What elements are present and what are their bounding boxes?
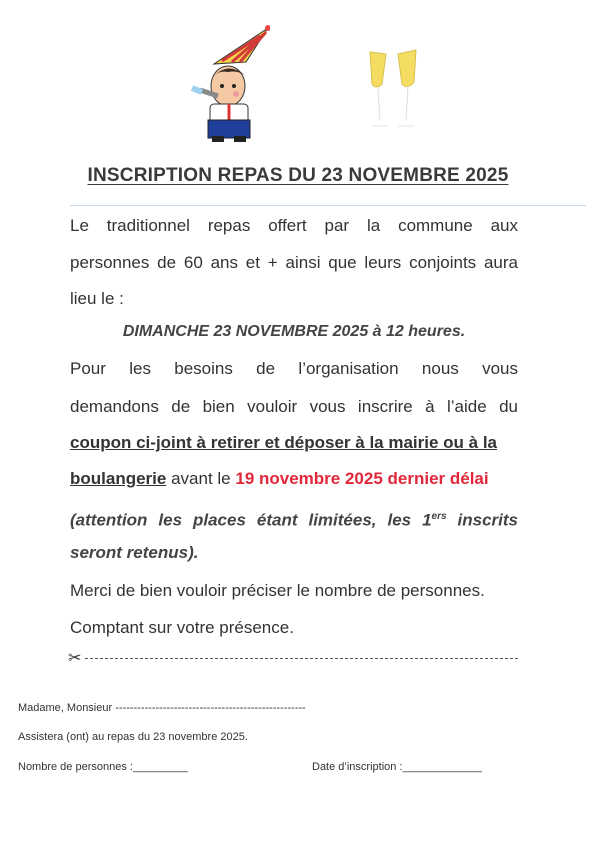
divider (70, 205, 586, 206)
event-date: DIMANCHE 23 NOVEMBRE 2025 à 12 heures. (122, 323, 466, 340)
page-title: INSCRIPTION REPAS DU 23 NOVEMBRE 2025 (87, 165, 509, 186)
merci-line: Merci de bien vouloir préciser le nombre de personnes. (70, 581, 485, 600)
dashed-rule (85, 658, 518, 659)
party-boy-icon (188, 24, 270, 144)
comptant-line: Comptant sur votre présence. (70, 618, 294, 637)
organisation-line-1: Pour les besoins de l’organisation nous vous (70, 359, 518, 378)
champagne-glasses-icon (364, 44, 422, 140)
nombre-personnes-field[interactable]: Nombre de personnes :_________ (18, 761, 189, 773)
assistera-text: Assistera (ont) au repas du 23 novembre 2025. (18, 731, 248, 743)
coupon-line (70, 432, 518, 454)
avant-le-text: avant le (166, 469, 236, 488)
intro-line-3: lieu le : (70, 289, 124, 308)
attention-line-2: seront retenus). (70, 543, 199, 562)
date-inscription-field[interactable]: Date d’inscription :_____________ (312, 761, 483, 773)
boulangerie-text: boulangerie (70, 469, 167, 488)
deadline-text: 19 novembre 2025 dernier délai (235, 469, 489, 488)
organisation-line-2: demandons de bien vouloir vous inscrire à l’aide du (70, 397, 518, 416)
attention-line-1 (70, 506, 518, 532)
cut-line (68, 650, 518, 666)
intro-line-2: personnes de 60 ans et + ainsi que leurs conjoints aura (70, 253, 518, 272)
attention-text-b: inscrits (446, 510, 519, 530)
deadline-line (70, 468, 518, 490)
scissors-icon: ✂ (68, 650, 82, 667)
attention-superscript: ers (431, 511, 447, 522)
intro-line-1: Le traditionnel repas offert par la commune aux (70, 216, 518, 235)
coupon-text: coupon ci-joint à retirer et déposer à la mairie ou à la (70, 433, 498, 452)
madame-field[interactable]: Madame, Monsieur ---------------------------------------------------- (18, 702, 306, 714)
attention-text-a: (attention les places étant limitées, les 1 (70, 510, 432, 530)
